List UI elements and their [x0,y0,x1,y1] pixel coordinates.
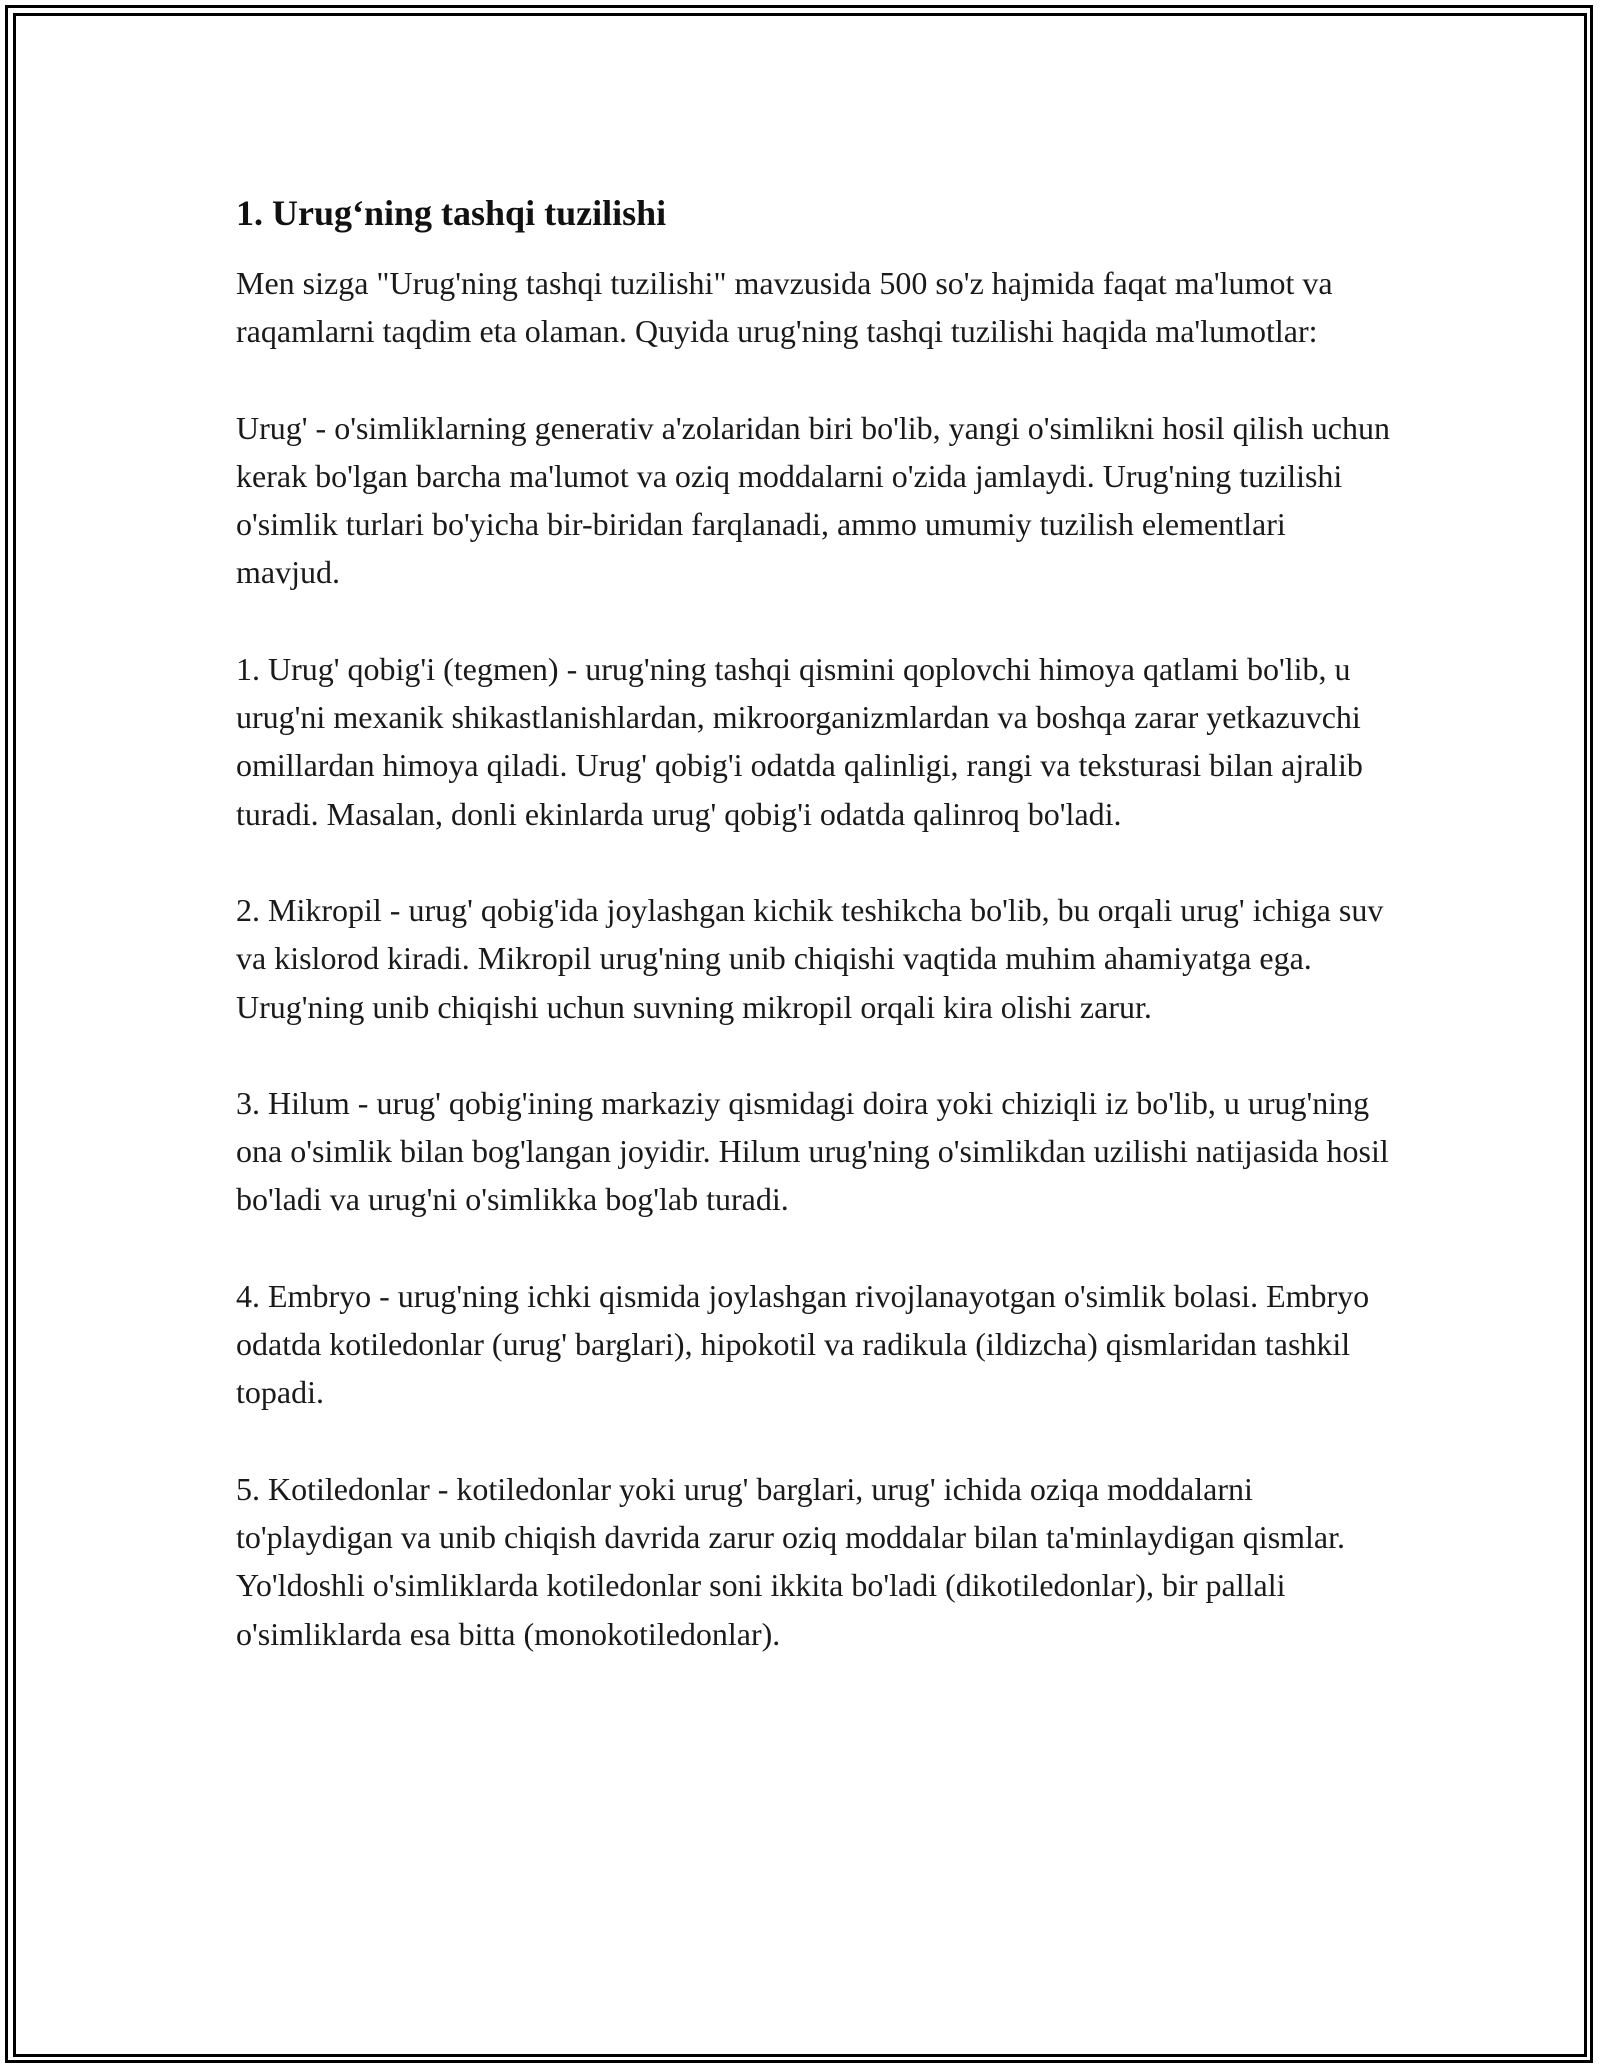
micropyle-paragraph: 2. Mikropil - urug' qobig'ida joylashgan kichik teshikcha bo'lib, bu orqali urug' ichiga suv va kislorod kiradi. Mikropil urug'ning unib chiqishi vaqtida muhim ahamiyatga ega. Urug'ning unib chiqishi uchun suvning mikropil orqali kira olishi zarur. [236,891,1384,1025]
hilum-paragraph: 3. Hilum - urug' qobig'ining markaziy qismidagi doira yoki chiziqli iz bo'lib, u urug'ning ona o'simlik bilan bog'langan joyidir. Hilum urug'ning o'simlikdan uzilishi natijasida hosil bo'ladi va urug'ni o'simlikka bog'lab turadi. [236,1084,1389,1218]
seed-coat-paragraph: 1. Urug' qobig'i (tegmen) - urug'ning tashqi qismini qoplovchi himoya qatlami bo'lib, u urug'ni mexanik shikastlanishlardan, mikroorganizmlardan va boshqa zarar yetkazuvchi omillardan himoya qiladi. Urug' qobig'i odatda qalinligi, rangi va teksturasi bilan ajralib turadi. Masalan, donli ekinlarda urug' qobig'i odatda qalinroq bo'ladi. [236,650,1363,832]
document-title: 1. Urug‘ning tashqi tuzilishi [236,193,667,233]
document-body [236,185,1396,1658]
cotyledons-paragraph: 5. Kotiledonlar - kotiledonlar yoki urug' barglari, urug' ichida oziqa moddalarni to'playdigan va unib chiqish davrida zarur oziq moddalar bilan ta'minlaydigan qismlar. Yo'ldoshli o'simliklarda kotiledonlar soni ikkita bo'ladi (dikotiledonlar), bir pallali o'simliklarda esa bitta (monokotiledonlar). [236,1470,1346,1652]
intro-paragraph: Men sizga "Urug'ning tashqi tuzilishi" mavzusida 500 so'z hajmida faqat ma'lumot va raqamlarni taqdim eta olaman. Quyida urug'ning tashqi tuzilishi haqida ma'lumotlar: [236,265,1333,350]
embryo-paragraph: 4. Embryo - urug'ning ichki qismida joylashgan rivojlanayotgan o'simlik bolasi. Embryo odatda kotiledonlar (urug' barglari), hipokotil va radikula (ildizcha) qismlaridan tashkil topadi. [236,1277,1370,1411]
seed-definition-paragraph: Urug' - o'simliklarning generativ a'zolaridan biri bo'lib, yangi o'simlikni hosil qilish uchun kerak bo'lgan barcha ma'lumot va oziq moddalarni o'zida jamlaydi. Urug'ning tuzilishi o'simlik turlari bo'yicha bir-biridan farqlanadi, ammo umumiy tuzilish elementlari mavjud. [236,409,1390,591]
